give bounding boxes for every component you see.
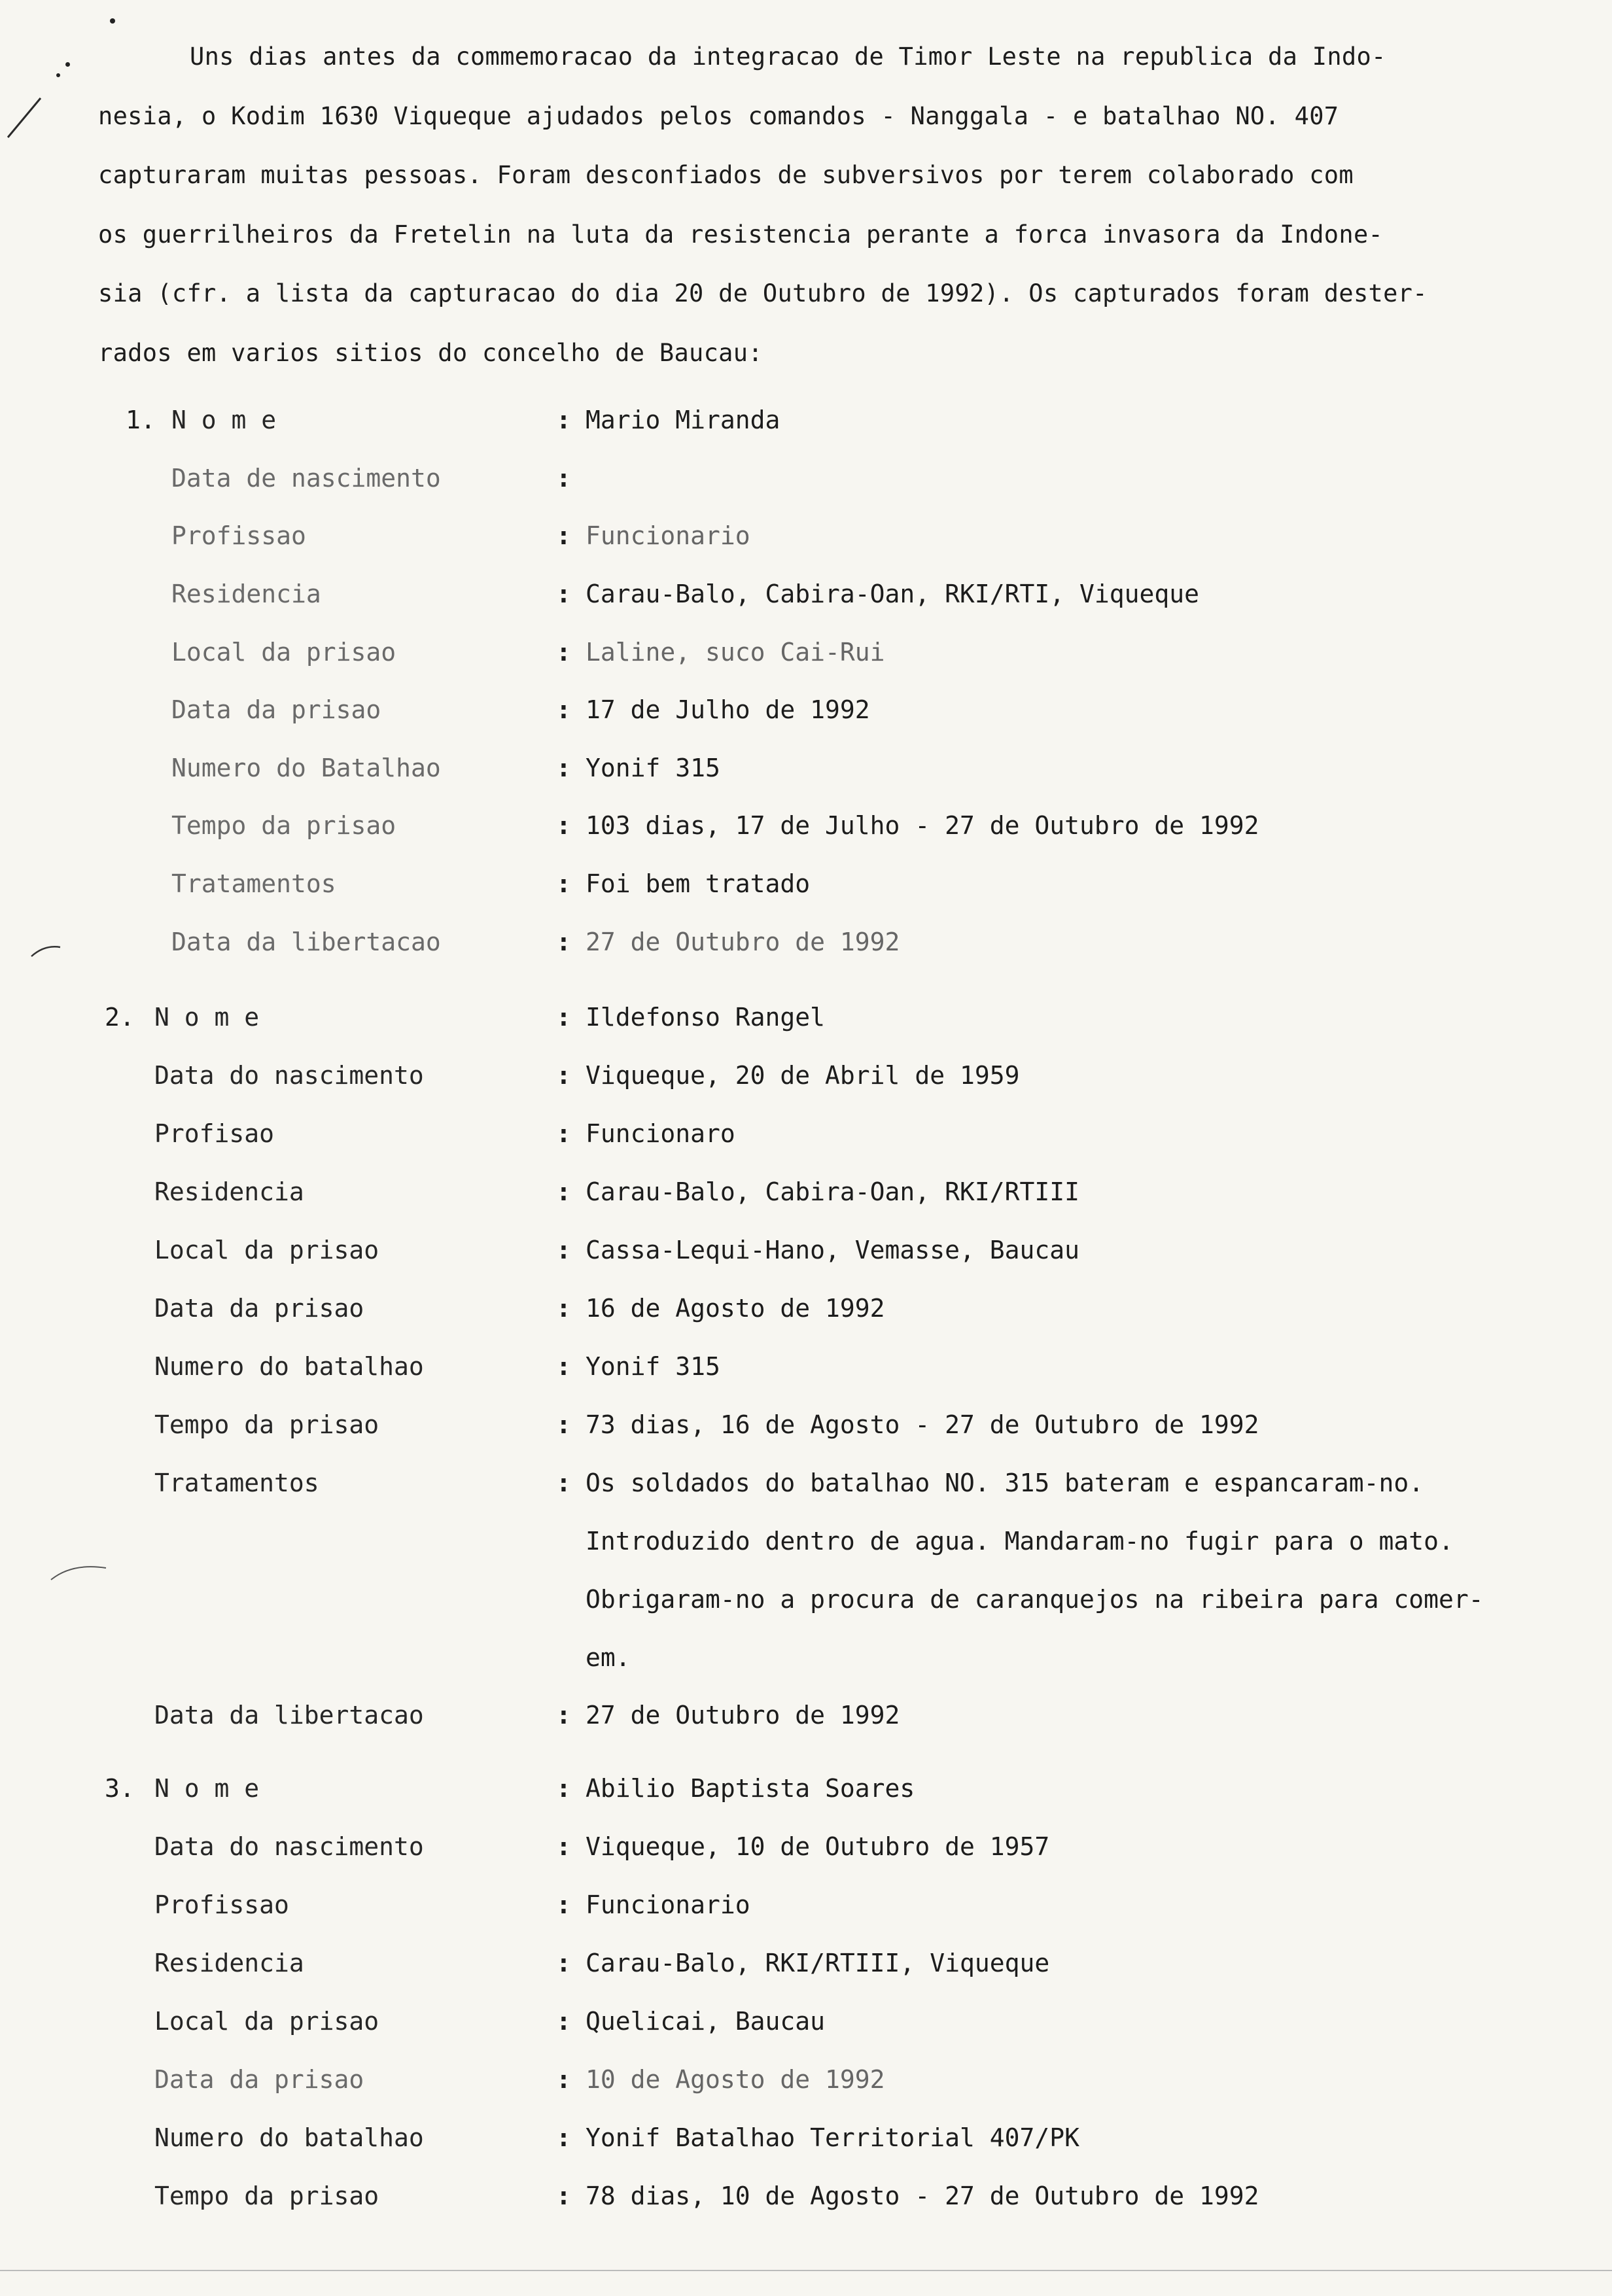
field-colon: :	[556, 1352, 571, 1381]
field-colon: :	[556, 754, 571, 782]
field-colon: :	[556, 1294, 571, 1323]
field-label: Profisao	[154, 1119, 275, 1148]
field-value: Funcionario	[586, 521, 750, 550]
intro-line: capturaram muitas pessoas. Foram desconfiados de subversivos por terem colaborado com	[98, 161, 1354, 190]
field-value: Viqueque, 20 de Abril de 1959	[586, 1061, 1020, 1090]
field-colon: :	[556, 1003, 571, 1032]
field-colon: :	[556, 1410, 571, 1439]
entry-number: 3.	[105, 1774, 135, 1803]
field-colon: :	[556, 2007, 571, 2036]
field-colon: :	[556, 521, 571, 550]
field-colon: :	[556, 1119, 571, 1148]
field-value: Carau-Balo, Cabira-Oan, RKI/RTIII	[586, 1177, 1079, 1206]
field-value: Os soldados do batalhao NO. 315 bateram e espancaram-no.	[586, 1469, 1424, 1497]
field-label: Data da prisao	[154, 1294, 364, 1323]
margin-pen-stroke	[0, 72, 46, 144]
field-value: 103 dias, 17 de Julho - 27 de Outubro de 1992	[586, 811, 1259, 840]
field-label: Data da prisao	[171, 695, 381, 724]
field-value: Funcionaro	[586, 1119, 735, 1148]
field-colon: :	[556, 811, 571, 840]
treatment-continuation: Introduzido dentro de agua. Mandaram-no fugir para o mato.	[586, 1527, 1454, 1556]
field-value: Carau-Balo, RKI/RTIII, Viqueque	[586, 1949, 1050, 1977]
field-label: Local da prisao	[154, 1236, 379, 1264]
field-label: Tempo da prisao	[154, 1410, 379, 1439]
field-colon: :	[556, 1177, 571, 1206]
field-label: N o m e	[154, 1003, 260, 1032]
field-label: Residencia	[171, 580, 321, 608]
field-label: Data de nascimento	[171, 464, 441, 493]
field-value: Ildefonso Rangel	[586, 1003, 826, 1032]
field-label: Tempo da prisao	[171, 811, 396, 840]
field-value: 17 de Julho de 1992	[586, 695, 870, 724]
margin-punch-mark	[26, 942, 65, 962]
field-colon: :	[556, 2182, 571, 2210]
scan-speck	[56, 73, 60, 77]
treatment-continuation: em.	[586, 1643, 631, 1672]
intro-line: Uns dias antes da commemoracao da integracao de Timor Leste na republica da Indo-	[190, 43, 1386, 71]
scan-speck	[65, 62, 70, 67]
field-colon: :	[556, 1701, 571, 1730]
field-value: Abilio Baptista Soares	[586, 1774, 915, 1803]
page-bottom-edge	[0, 2270, 1612, 2271]
field-label: Data da libertacao	[171, 928, 441, 956]
intro-line: rados em varios sitios do concelho de Baucau:	[98, 338, 763, 367]
field-label: Residencia	[154, 1949, 304, 1977]
field-colon: :	[556, 1949, 571, 1977]
field-label: Data da libertacao	[154, 1701, 424, 1730]
field-value: 27 de Outubro de 1992	[586, 928, 900, 956]
entry-number: 1.	[126, 406, 156, 434]
field-label: Tempo da prisao	[154, 2182, 379, 2210]
field-colon: :	[556, 406, 571, 434]
field-value: Mario Miranda	[586, 406, 780, 434]
treatment-continuation: Obrigaram-no a procura de caranquejos na ribeira para comer-	[586, 1585, 1484, 1614]
intro-paragraph	[98, 27, 1580, 383]
entry-number: 2.	[105, 1003, 135, 1032]
field-colon: :	[556, 1061, 571, 1090]
margin-punch-mark	[46, 1560, 111, 1586]
field-label: Local da prisao	[154, 2007, 379, 2036]
field-colon: :	[556, 464, 571, 493]
intro-line: nesia, o Kodim 1630 Viqueque ajudados pelos comandos - Nanggala - e batalhao NO. 407	[98, 101, 1339, 130]
field-label: N o m e	[154, 1774, 260, 1803]
field-colon: :	[556, 2123, 571, 2152]
field-label: Data do nascimento	[154, 1061, 424, 1090]
field-label: Data do nascimento	[154, 1832, 424, 1861]
field-value: 27 de Outubro de 1992	[586, 1701, 900, 1730]
field-label: Local da prisao	[171, 638, 396, 667]
intro-line: sia (cfr. a lista da capturacao do dia 20 de Outubro de 1992). Os capturados foram dester-	[98, 279, 1428, 308]
field-label: Residencia	[154, 1177, 304, 1206]
field-value: Yonif Batalhao Territorial 407/PK	[586, 2123, 1079, 2152]
field-label: Profissao	[171, 521, 306, 550]
field-label: Numero do Batalhao	[171, 754, 441, 782]
field-label: Profissao	[154, 1890, 289, 1919]
field-value: Yonif 315	[586, 754, 720, 782]
scan-speck	[110, 18, 115, 24]
intro-line: os guerrilheiros da Fretelin na luta da resistencia perante a forca invasora da Indone-	[98, 220, 1384, 249]
field-colon: :	[556, 928, 571, 956]
field-value: 10 de Agosto de 1992	[586, 2065, 885, 2094]
field-colon: :	[556, 1774, 571, 1803]
field-value: Viqueque, 10 de Outubro de 1957	[586, 1832, 1050, 1861]
field-value: Quelicai, Baucau	[586, 2007, 826, 2036]
field-label: Numero do batalhao	[154, 2123, 424, 2152]
field-label: Tratamentos	[154, 1469, 319, 1497]
field-value: Funcionario	[586, 1890, 750, 1919]
field-colon: :	[556, 1890, 571, 1919]
field-value: 16 de Agosto de 1992	[586, 1294, 885, 1323]
field-label: Tratamentos	[171, 869, 336, 898]
field-value: 78 dias, 10 de Agosto - 27 de Outubro de 1992	[586, 2182, 1259, 2210]
field-value: 73 dias, 16 de Agosto - 27 de Outubro de 1992	[586, 1410, 1259, 1439]
field-colon: :	[556, 1469, 571, 1497]
field-colon: :	[556, 638, 571, 667]
field-colon: :	[556, 2065, 571, 2094]
field-colon: :	[556, 1832, 571, 1861]
field-value: Foi bem tratado	[586, 869, 811, 898]
field-label: N o m e	[171, 406, 277, 434]
field-label: Data da prisao	[154, 2065, 364, 2094]
field-colon: :	[556, 695, 571, 724]
field-colon: :	[556, 580, 571, 608]
field-label: Numero do batalhao	[154, 1352, 424, 1381]
field-value: Carau-Balo, Cabira-Oan, RKI/RTI, Viqueque	[586, 580, 1199, 608]
field-colon: :	[556, 869, 571, 898]
field-value: Yonif 315	[586, 1352, 720, 1381]
field-colon: :	[556, 1236, 571, 1264]
field-value: Laline, suco Cai-Rui	[586, 638, 885, 667]
field-value: Cassa-Lequi-Hano, Vemasse, Baucau	[586, 1236, 1079, 1264]
